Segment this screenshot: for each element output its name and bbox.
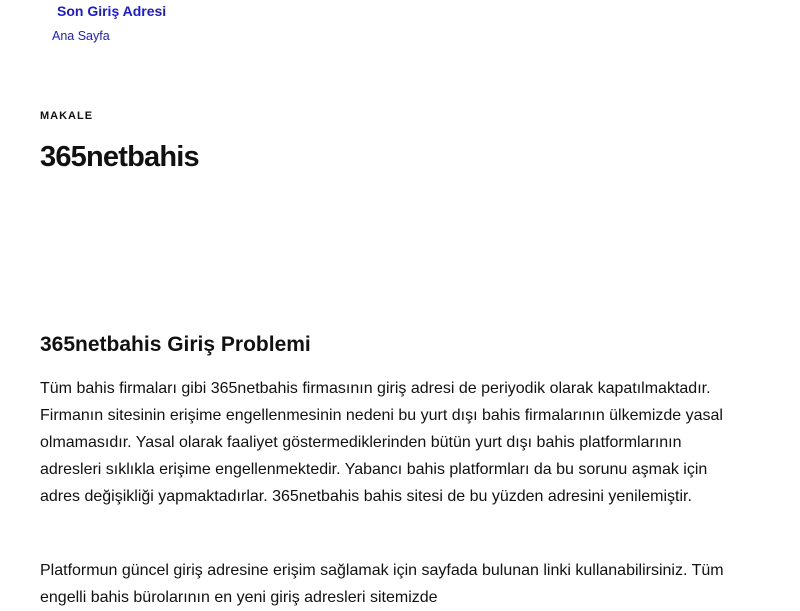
section-heading: 365netbahis Giriş Problemi (40, 333, 311, 356)
article-category: MAKALE (40, 110, 94, 122)
page-title: 365netbahis (40, 141, 199, 173)
nav-link-ana-sayfa[interactable]: Ana Sayfa (52, 29, 110, 43)
article-paragraph: Tüm bahis firmaları gibi 365netbahis firmasının giriş adresi de periyodik olarak kapatılmaktadır. Firmanın sitesinin erişime engellenmesinin nedeni bu yurt dışı bahis firmalarının ülkemizde yasal olmamasıdır. Yasal olarak faaliyet göstermediklerinden bütün yurt dışı bahis platformlarının adresleri sıklıkla erişime engellenmektedir. Yabancı bahis platformları da bu sorunu aşmak için adres değişikliği yapmaktadırlar. 365netbahis bahis sitesi de bu yüzden adresini yenilemiştir. (40, 380, 723, 505)
site-title-link[interactable]: Son Giriş Adresi (57, 3, 167, 19)
article-paragraph: Platformun güncel giriş adresine erişim sağlamak için sayfada bulunan linki kullanabilirsiniz. Tüm engelli bahis bürolarının en yeni giriş adresleri sitemizde (40, 562, 724, 606)
